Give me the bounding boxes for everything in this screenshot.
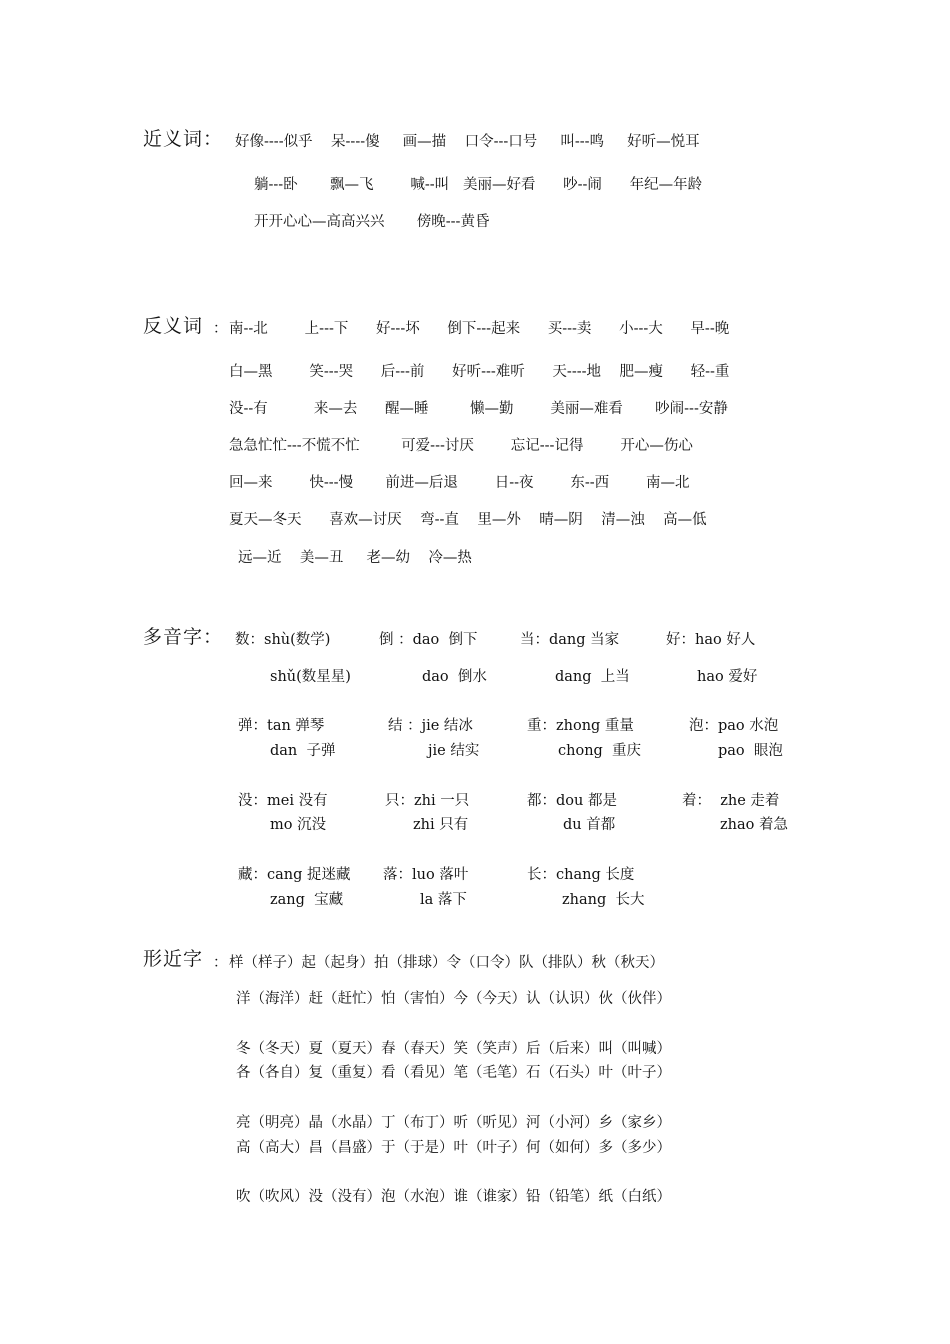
similar-chars-line-3: 冬（冬天）夏（夏天）春（春天）笑（笑声）后（后来）叫（叫喊） xyxy=(236,1041,671,1057)
similar-chars-line-2: 洋（海洋）赶（赶忙）怕（害怕）今（今天）认（认识）伙（伙伴） xyxy=(236,991,671,1007)
polyphone-entry: shǔ(数星星) xyxy=(270,669,351,685)
polyphone-entry: zhi 只有 xyxy=(413,817,469,833)
polyphone-entry: dang 上当 xyxy=(555,669,630,685)
antonyms-line-1: 南--北 上---下 好---坏 倒下---起来 买---卖 小---大 早--晚 xyxy=(229,321,730,337)
synonyms-line-3: 开开心心—高高兴兴 傍晚---黄昏 xyxy=(254,214,490,230)
polyphone-entry: dao 倒水 xyxy=(422,669,487,685)
polyphone-entry: 只：zhi 一只 xyxy=(385,793,470,809)
polyphone-entry: dan 子弹 xyxy=(270,743,336,759)
polyphone-entry: hao 爱好 xyxy=(697,669,758,685)
similar-chars-heading: 形近字 xyxy=(143,948,204,970)
polyphone-entry: 当：dang 当家 xyxy=(520,632,620,648)
similar-chars-line-1: 样（样子）起（起身）拍（排球）令（口令）队（排队）秋（秋天） xyxy=(229,955,664,971)
polyphone-entry: 好：hao 好人 xyxy=(666,632,756,648)
synonyms-heading: 近义词： xyxy=(143,128,224,150)
polyphone-entry: 藏：cang 捉迷藏 xyxy=(238,867,351,883)
antonyms-line-5: 回—来 快---慢 前进—后退 日--夜 东--西 南—北 xyxy=(229,475,690,491)
polyphone-entry: 结 ：jie 结冰 xyxy=(388,718,473,734)
polyphone-entry: 倒 ：dao 倒下 xyxy=(379,632,478,648)
antonyms-line-7: 远—近 美—丑 老—幼 冷—热 xyxy=(238,550,472,566)
antonyms-line-2: 白—黑 笑---哭 后---前 好听---难听 天----地 肥—瘦 轻--重 xyxy=(229,364,730,380)
polyphone-entry: jie 结实 xyxy=(428,743,480,759)
polyphone-entry: 没：mei 没有 xyxy=(238,793,328,809)
antonyms-heading: 反义词 xyxy=(143,315,204,337)
polyphone-entry: 重：zhong 重量 xyxy=(527,718,634,734)
similar-chars-line-7: 吹（吹风）没（没有）泡（水泡）谁（谁家）铅（铅笔）纸（白纸） xyxy=(236,1189,671,1205)
polyphone-entry: la 落下 xyxy=(420,892,467,908)
polyphone-entry: pao 眼泡 xyxy=(718,743,783,759)
polyphone-entry: du 首都 xyxy=(563,817,616,833)
similar-chars-line-5: 亮（明亮）晶（水晶）丁（布丁）听（听见）河（小河）乡（家乡） xyxy=(236,1115,671,1131)
synonyms-line-1: 好像----似乎 呆----傻 画—描 口令---口号 叫---鸣 好听—悦耳 xyxy=(235,134,700,150)
antonyms-line-3: 没--有 来—去 醒—睡 懒—勤 美丽—难看 吵闹---安静 xyxy=(229,401,728,417)
polyphone-entry: zhang 长大 xyxy=(562,892,645,908)
polyphone-entry: chong 重庆 xyxy=(558,743,642,759)
similar-chars-line-4: 各（各自）复（重复）看（看见）笔（毛笔）石（石头）叶（叶子） xyxy=(236,1065,671,1081)
polyphone-entry: 落：luo 落叶 xyxy=(383,867,469,883)
antonyms-line-6: 夏天—冬天 喜欢—讨厌 弯--直 里—外 晴—阴 清—浊 高—低 xyxy=(229,512,707,528)
antonyms-line-4: 急急忙忙---不慌不忙 可爱---讨厌 忘记---记得 开心—伤心 xyxy=(229,438,693,454)
polyphone-entry: zhao 着急 xyxy=(720,817,788,833)
polyphone-entry: zang 宝藏 xyxy=(270,892,344,908)
antonyms-colon: ： xyxy=(213,321,228,337)
similar-chars-line-6: 高（高大）昌（昌盛）于（于是）叶（叶子）何（如何）多（多少） xyxy=(236,1140,671,1156)
synonyms-line-2: 躺---卧 飘—飞 喊--叫 美丽—好看 吵--闹 年纪—年龄 xyxy=(254,177,703,193)
similar-chars-colon: ： xyxy=(213,955,228,971)
polyphone-entry: mo 沉没 xyxy=(270,817,327,833)
polyphones-heading: 多音字： xyxy=(143,626,224,648)
polyphone-entry: 长：chang 长度 xyxy=(527,867,635,883)
polyphone-entry: 都：dou 都是 xyxy=(527,793,617,809)
polyphone-entry: 数：shù(数学) xyxy=(235,632,331,648)
polyphone-entry: 泡：pao 水泡 xyxy=(689,718,779,734)
polyphone-entry: 弹：tan 弹琴 xyxy=(238,718,325,734)
polyphone-entry: 着： zhe 走着 xyxy=(682,793,780,809)
